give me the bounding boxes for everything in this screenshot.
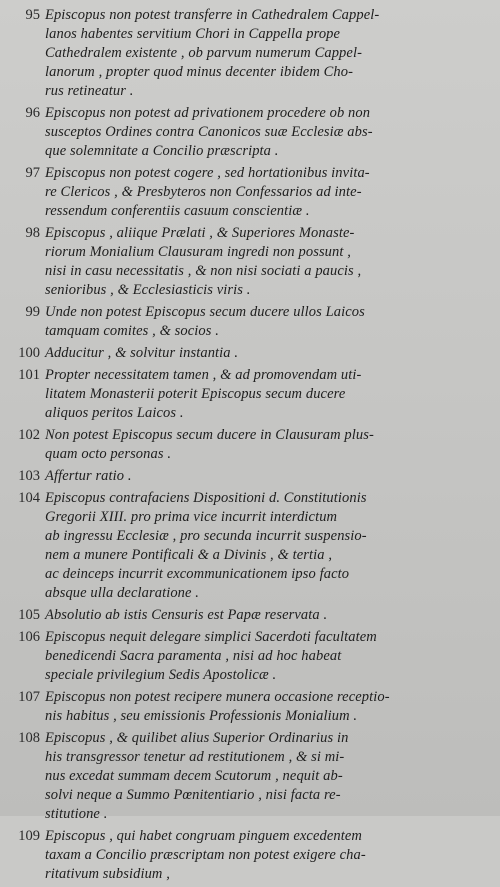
entry-text — [45, 104, 500, 161]
entry-list — [0, 6, 500, 887]
entry-number: 95 — [25, 7, 40, 23]
text-line: ressendum conferentiis casuum conscientiæ . — [45, 203, 310, 219]
text-line: Episcopus non potest ad privationem procedere ob non — [45, 105, 371, 121]
text-line: susceptos Ordines contra Canonicos suæ Ecclesiæ abs- — [45, 124, 373, 140]
entry-text — [45, 628, 500, 685]
text-line: senioribus , & Ecclesiasticis viris . — [45, 282, 251, 298]
entry-107 — [0, 688, 500, 726]
text-line: ab ingressu Ecclesiæ , pro secunda incurrit suspensio- — [45, 528, 367, 544]
text-line: riorum Monialium Clausuram ingredi non possunt , — [45, 244, 351, 260]
text-line: Cathedralem existente , ob parvum numerum Cappel- — [45, 45, 362, 61]
entry-105 — [0, 606, 500, 625]
text-line: Episcopus nequit delegare simplici Sacerdoti facultatem — [45, 629, 377, 645]
text-line: aliquos peritos Laicos . — [45, 405, 184, 421]
text-line: Episcopus , qui habet congruam pinguem excedentem — [45, 828, 362, 844]
entry-number: 96 — [25, 105, 40, 121]
entry-text — [45, 344, 500, 363]
entry-text — [45, 489, 500, 603]
text-line: Propter necessitatem tamen , & ad promovendam uti- — [45, 367, 362, 383]
entry-98 — [0, 224, 500, 300]
text-line: absque ulla declaratione . — [45, 585, 200, 601]
entry-95 — [0, 6, 500, 101]
entry-number: 108 — [18, 730, 40, 746]
text-line: re Clericos , & Presbyteros non Confessarios ad inte- — [45, 184, 362, 200]
entry-109 — [0, 827, 500, 884]
text-line: stitutione . — [45, 806, 108, 822]
entry-number: 100 — [18, 345, 40, 361]
entry-108 — [0, 729, 500, 824]
text-line: Episcopus , & quilibet alius Superior Ordinarius in — [45, 730, 349, 746]
text-line: speciale privilegium Sedis Apostolicæ . — [45, 667, 277, 683]
text-line: taxam a Concilio præscriptam non potest exigere cha- — [45, 847, 366, 863]
text-line: Adducitur , & solvitur instantia . — [45, 345, 239, 361]
text-line: Episcopus contrafaciens Dispositioni d. Constitutionis — [45, 490, 367, 506]
entry-text — [45, 224, 500, 300]
text-line: nisi in casu necessitatis , & non nisi sociati a paucis , — [45, 263, 362, 279]
text-line: his transgressor tenetur ad restitutionem , & si mi- — [45, 749, 345, 765]
entry-99 — [0, 303, 500, 341]
text-line: que solemnitate a Concilio præscripta . — [45, 143, 279, 159]
entry-number: 97 — [25, 165, 40, 181]
text-line: lanos habentes servitium Chori in Cappella prope — [45, 26, 341, 42]
text-line: quam octo personas . — [45, 446, 172, 462]
entry-text — [45, 164, 500, 221]
entry-106 — [0, 628, 500, 685]
text-line: tamquam comites , & socios . — [45, 323, 219, 339]
text-line: ac deinceps incurrit excommunicationem ipso facto — [45, 566, 350, 582]
entry-number: 102 — [18, 427, 40, 443]
text-line: Episcopus , aliique Prælati , & Superiores Monaste- — [45, 225, 355, 241]
entry-text — [45, 303, 500, 341]
entry-101 — [0, 366, 500, 423]
entry-96 — [0, 104, 500, 161]
entry-text — [45, 467, 500, 486]
text-line: Episcopus non potest recipere munera occasione receptio- — [45, 689, 390, 705]
entry-97 — [0, 164, 500, 221]
entry-number: 104 — [18, 490, 40, 506]
text-line: nus excedat summam decem Scutorum , nequit ab- — [45, 768, 343, 784]
entry-103 — [0, 467, 500, 486]
entry-text — [45, 606, 500, 625]
entry-102 — [0, 426, 500, 464]
entry-number: 101 — [18, 367, 40, 383]
text-line: ritativum subsidium , — [45, 866, 170, 882]
entry-100 — [0, 344, 500, 363]
text-line: litatem Monasterii poterit Episcopus secum ducere — [45, 386, 346, 402]
entry-text — [45, 6, 500, 101]
text-line: lanorum , propter quod minus decenter ibidem Cho- — [45, 64, 354, 80]
entry-number: 99 — [25, 304, 40, 320]
entry-text — [45, 688, 500, 726]
entry-number: 105 — [18, 607, 40, 623]
text-line: solvi neque a Summo Pœnitentiario , nisi facta re- — [45, 787, 341, 803]
text-line: Absolutio ab istis Censuris est Papæ reservata . — [45, 607, 328, 623]
entry-text — [45, 729, 500, 824]
entry-text — [45, 426, 500, 464]
text-line: Episcopus non potest cogere , sed hortationibus invita- — [45, 165, 370, 181]
entry-number: 107 — [18, 689, 40, 705]
entry-number: 103 — [18, 468, 40, 484]
text-line: nem a munere Pontificali & a Divinis , & tertia , — [45, 547, 333, 563]
entry-104 — [0, 489, 500, 603]
text-line: rus retineatur . — [45, 83, 134, 99]
text-line: nis habitus , seu emissionis Professionis Monialium . — [45, 708, 358, 724]
text-line: Non potest Episcopus secum ducere in Clausuram plus- — [45, 427, 374, 443]
entry-number: 109 — [18, 828, 40, 844]
text-line: benedicendi Sacra paramenta , nisi ad hoc habeat — [45, 648, 342, 664]
text-line: Episcopus non potest transferre in Cathedralem Cappel- — [45, 7, 380, 23]
entry-number: 106 — [18, 629, 40, 645]
text-line: Unde non potest Episcopus secum ducere ullos Laicos — [45, 304, 365, 320]
entry-text — [45, 827, 500, 884]
entry-number: 98 — [25, 225, 40, 241]
entry-text — [45, 366, 500, 423]
text-line: Affertur ratio . — [45, 468, 132, 484]
text-line: Gregorii XIII. pro prima vice incurrit interdictum — [45, 509, 338, 525]
